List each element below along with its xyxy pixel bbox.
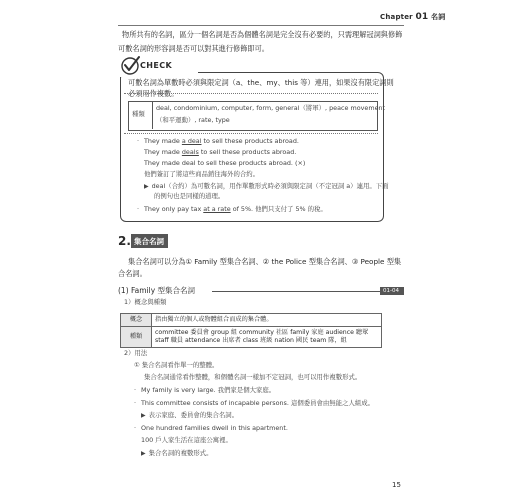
table-cell-line: staff 職員 attendance 出席者 class 班級 nation 國民 team 隊，組 <box>155 337 347 344</box>
chapter-number: 01 <box>415 12 429 22</box>
bullet-dot: · <box>134 386 137 394</box>
table-label: 概念 <box>121 314 152 327</box>
bullet-dot: · <box>134 424 137 432</box>
table-row <box>121 327 382 348</box>
intro-line-1: 物所共有的名詞，區分一個名詞是否為個體名詞是完全沒有必要的，只需理解冠詞與修飾 <box>122 30 403 39</box>
bullet-dot: · <box>137 205 140 213</box>
triangle-icon: ▶ <box>141 450 146 457</box>
example-2: They only pay tax at a rate of 5%. 他們只支付了 5% 的稅。 <box>144 205 327 213</box>
chapter-prefix: Chapter <box>380 13 413 21</box>
audio-track-badge: 01-04 <box>380 287 404 295</box>
example-5-note: ▶ 集合名詞的複數形式。 <box>141 449 213 457</box>
table-cell-line: committee 委員會 group 組 community 社區 family 家庭 audience 聽眾 <box>155 328 369 336</box>
table-cell <box>152 327 382 348</box>
subsection-title: (1) Family 型集合名詞 <box>118 286 196 295</box>
section-intro-line-1: 集合名詞可以分為① Family 型集合名詞、② the Police 型集合名詞、③ People 型集 <box>128 257 402 266</box>
page-number: 15 <box>392 481 401 489</box>
header-rule <box>118 25 404 26</box>
table-row <box>121 314 382 327</box>
check-rule-line-2: 必須用作複數。 <box>128 89 179 98</box>
subsection-rule <box>212 291 381 292</box>
usage-heading: 2）用法 <box>124 349 148 357</box>
example-1-translation: 他們簽訂了將這些商品銷往海外的合約。 <box>144 170 260 178</box>
example-4-note: ▶ 表示家庭、委員會的集合名詞。 <box>141 411 239 419</box>
example-5-translation: 100 戶人家生活在這座公寓裡。 <box>141 436 232 444</box>
note-line-1: ▶ deal（合約）為可數名詞，用作單數形式時必須與限定詞（不定冠詞 a）連用。下面 <box>144 182 389 190</box>
section-title: 集合名詞 <box>134 237 164 246</box>
example-1-line-1: They made a deal to sell these products abroad. <box>144 137 299 145</box>
section-number: 2. <box>118 234 131 248</box>
concept-heading: 1）概念與種類 <box>124 298 167 306</box>
note-line-2: 的例句也是同樣的道理。 <box>154 192 225 200</box>
intro-line-2: 可數名詞的形容詞是否可以對其進行修飾即可。 <box>118 44 269 53</box>
example-3: My family is very large. 我們家是個大家庭。 <box>141 386 276 394</box>
example-4: This committee consists of incapable persons. 這個委員會由無能之人組成。 <box>141 399 375 407</box>
type-label: 種類 <box>132 110 145 118</box>
example-5: One hundred families dwell in this apartment. <box>141 424 288 432</box>
bullet-dot: · <box>137 137 140 145</box>
table-label: 種類 <box>121 327 152 348</box>
checkmark-icon <box>120 54 142 76</box>
chapter-title: 名詞 <box>431 13 446 21</box>
definition-table <box>120 313 382 348</box>
check-title: CHECK <box>140 61 173 70</box>
usage-1-line-2: 集合名詞通常看作整體，和個體名詞一樣加不定冠詞，也可以用作複數形式。 <box>144 373 362 381</box>
type-line-1: deal, condominium, computer, form, general（將軍）, peace movement <box>156 104 386 112</box>
section-intro-line-2: 合名詞。 <box>118 269 147 278</box>
bullet-dot: · <box>134 399 137 407</box>
example-1-line-2: They made deals to sell these products abroad. <box>144 148 297 156</box>
check-divider-2 <box>124 133 378 134</box>
usage-1-line-1: ① 集合名詞看作單一的整體。 <box>134 361 219 369</box>
table-cell: 指由獨立的個人或物體組合而成的集合體。 <box>152 314 382 327</box>
type-line-2: （和平運動）, rate, type <box>156 116 230 124</box>
check-rule-line-1: 可數名詞為單數時必須與限定詞（a、the、my、this 等）連用，如果沒有限定詞則 <box>128 78 394 87</box>
check-divider <box>124 93 378 94</box>
triangle-icon: ▶ <box>144 183 149 190</box>
example-1-line-3: They made deal to sell these products abroad. (×) <box>144 159 306 167</box>
type-box-separator <box>152 101 153 129</box>
triangle-icon: ▶ <box>141 412 146 419</box>
chapter-header <box>380 12 445 22</box>
